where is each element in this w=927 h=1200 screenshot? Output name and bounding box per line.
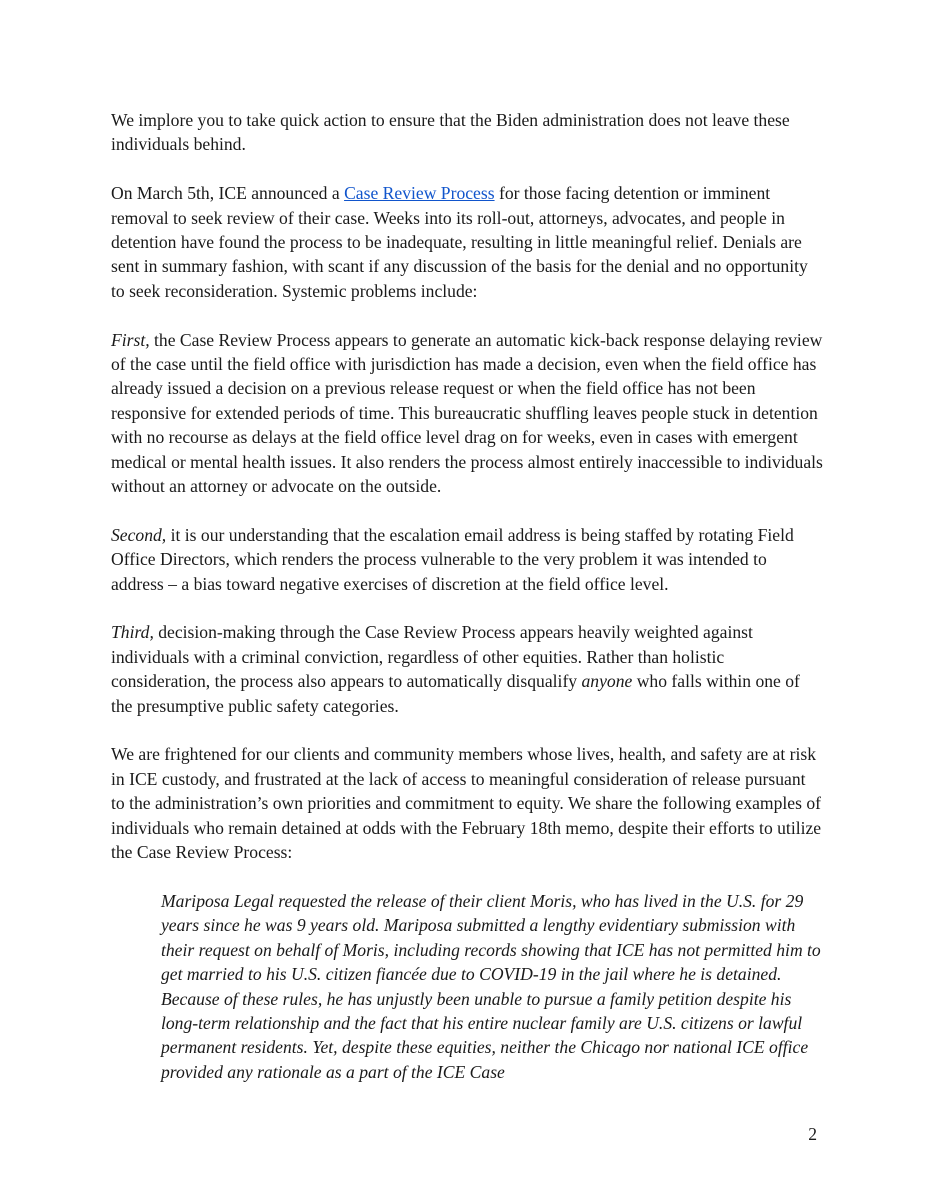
example-quote-moris xyxy=(161,889,823,1084)
document-body xyxy=(111,108,823,1084)
paragraph-second-text: it is our understanding that the escalation email address is being staffed by rotating Field Office Directors, which renders the process vulnerable to the very problem it was intended to address – a bias toward negative exercises of discretion at the field office level. xyxy=(111,524,794,594)
case-review-process-link[interactable]: Case Review Process xyxy=(344,183,495,204)
paragraph-case-review-announcement xyxy=(111,181,823,303)
paragraph-third-text-before: decision-making through the Case Review Process appears heavily weighted against individuals with a criminal conviction, regardless of other equities. Rather than holistic consideration, the process also appears to automatically disqualify xyxy=(111,622,753,692)
paragraph-examples-text: We are frightened for our clients and community members whose lives, health, and safety are at risk in ICE custody, and frustrated at the lack of access to meaningful consideration of release pursuant to the administration’s own priorities and commitment to equity. We share the following examples of individuals who remain detained at odds with the February 18th memo, despite their efforts to utilize the Case Review Process: xyxy=(111,744,822,863)
page-number: 2 xyxy=(808,1124,817,1144)
paragraph-text-before-link: On March 5th, ICE announced a xyxy=(111,183,345,204)
paragraph-first-text: the Case Review Process appears to generate an automatic kick-back response delaying review of the case until the field office with jurisdiction has made a decision, even when the field office has already issued a decision on a previous release request or when the field office has not been responsive for extended periods of time. This bureaucratic shuffling leaves people stuck in detention with no recourse as delays at the field office level drag on for weeks, even in cases with emergent medical or mental health issues. It also renders the process almost entirely inaccessible to individuals without an attorney or advocate on the outside. xyxy=(111,329,823,497)
paragraph-lead-third: Third, xyxy=(111,622,154,643)
paragraph-text-after-link: for those facing detention or imminent removal to seek review of their case. Weeks into its roll-out, attorneys, advocates, and people in detention have found the process to be inadequate, resulting in little meaningful relief. Denials are sent in summary fashion, with scant if any discussion of the basis for the denial and no opportunity to seek reconsideration. Systemic problems include: xyxy=(111,183,808,301)
paragraph-second-problem xyxy=(111,523,823,596)
paragraph-examples-intro xyxy=(111,742,823,864)
example-quote-text: Mariposa Legal requested the release of their client Moris, who has lived in the U.S. for 29 years since he was 9 years old. Mariposa submitted a lengthy evidentiary submission with their request on behalf of Moris, including records showing that ICE has not permitted him to get married to his U.S. citizen fiancée due to COVID-19 in the jail where he is detained. Because of these rules, he has unjustly been unable to pursue a family petition despite his long-term relationship and the fact that his entire nuclear family are U.S. citizens or lawful permanent residents. Yet, despite these equities, neither the Chicago nor national ICE office provided any rationale as a part of the ICE Case xyxy=(161,890,821,1082)
paragraph-intro-text: We implore you to take quick action to ensure that the Biden administration does not leave these individuals behind. xyxy=(111,110,790,155)
paragraph-intro xyxy=(111,108,823,157)
paragraph-third-emphasis: anyone xyxy=(581,671,633,692)
paragraph-lead-second: Second, xyxy=(111,524,167,545)
paragraph-first-problem xyxy=(111,328,823,499)
paragraph-third-problem xyxy=(111,620,823,718)
paragraph-lead-first: First, xyxy=(111,329,150,350)
paragraph-third-text-after: who falls within one of the presumptive public safety categories. xyxy=(111,671,800,716)
